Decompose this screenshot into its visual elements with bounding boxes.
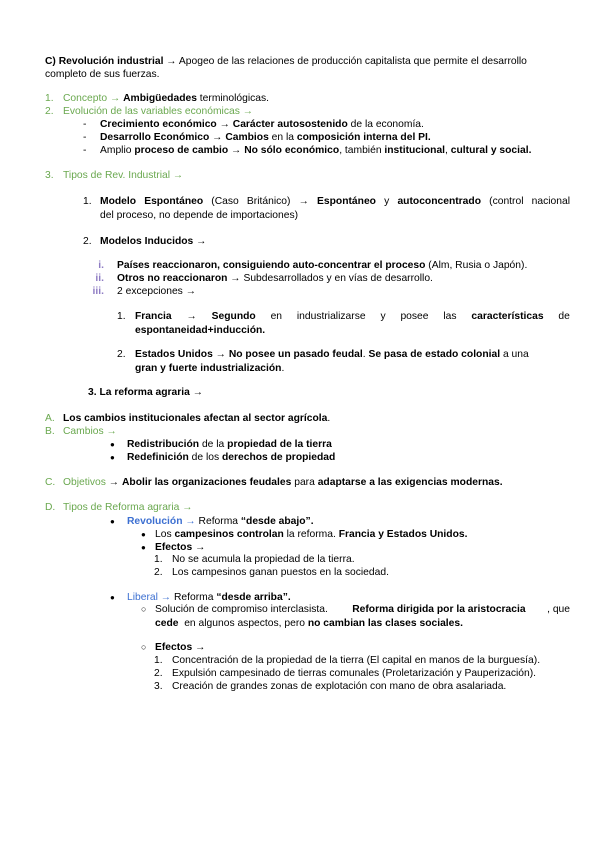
line-2: del proceso, no depende de importaciones) [100,209,299,221]
lib-bold: “desde arriba”. [216,592,291,603]
arrow: → [189,387,204,398]
arrow: → [192,642,206,653]
a-bold: Los cambios institucionales afectan al sector agrícola [63,413,328,424]
francia-bold-2: Segundo [211,311,256,322]
letter: D. [45,502,56,513]
m1-bold: Modelo Espontáneo [100,196,204,207]
eeuu-bold-3: Se pasa de estado colonial [368,349,501,360]
list-number: 1. [154,655,163,666]
rev-s1 [155,529,467,542]
arrow: → [105,477,122,488]
list-item [141,542,206,555]
bullet-icon: ● [110,517,115,526]
lib-s1-bold-3: no cambian las clases sociales. [307,617,463,629]
tipos-label: Tipos de Rev. Industrial [63,170,171,181]
arrow: → [239,106,254,117]
eeuu-line-2 [135,363,575,376]
bullet-icon: ● [141,543,146,552]
francia-bold-4: espontaneidad+inducción. [135,324,266,336]
eeuu-bold: Estados Unidos [135,349,213,360]
list-item [141,642,206,655]
reforma-heading [88,387,203,400]
word: posee [400,311,429,322]
rev-s1-part-2: la reforma. [283,529,339,540]
roman-text [117,273,433,286]
arrow: → [182,516,196,527]
list-number: 1. [154,554,163,565]
lib-text [127,592,291,605]
concepto-label: Concepto [63,93,108,104]
roman-rest: 2 excepciones → [117,286,196,297]
concepto-line [63,93,269,106]
revolucion-item [110,516,314,529]
rev-efectos: Efectos [155,542,193,553]
eeuu-end: . [281,362,285,374]
c-part: para [291,477,318,488]
eeuu-part: . [362,349,369,360]
eeuu-bold-2: No posee un pasado feudal [228,349,363,360]
item-bold: Desarrollo Económico [100,132,210,143]
list-item [83,132,431,145]
arrow: → [212,349,229,360]
arrow: → [192,542,206,553]
eeuu-line-1 [135,349,575,362]
item-text [100,132,431,145]
m1-bold-2: Espontáneo [317,196,376,207]
eeuu-item [117,349,126,362]
list-number: 3. [154,681,163,692]
line-1 [100,196,570,209]
lib-s1-bold-2: cede [155,617,179,629]
eeuu-bold-4: gran y fuerte industrialización [135,362,282,374]
list-item [110,439,332,452]
arrow: → [170,170,184,181]
letter: B. [45,426,55,437]
list-number: 2. [154,668,163,679]
list-item [154,655,541,668]
c-bold-2: adaptarse a las exigencias modernas. [317,477,503,488]
tipos-item [45,170,184,183]
item-part: Amplio [100,145,135,156]
m1-part: (Caso Británico) → [203,196,318,207]
c-label: Objetivos [63,477,106,488]
b-bold-2: propiedad de la tierra [227,439,332,450]
rev-part: Reforma [195,516,241,527]
m1-part-3: (control nacional [480,196,570,207]
lib-part: Reforma [171,592,217,603]
list-item [83,119,424,132]
list-number: 2. [83,236,92,247]
roman-number: i. [98,260,104,271]
c-text [63,477,503,490]
item-bold-4: cultural y social. [450,145,532,156]
lib-efectos: Efectos [155,642,193,653]
item-c [45,477,503,490]
roman-number: ii. [95,273,104,284]
francia-line-1 [135,311,570,324]
lib-s1-part: Solución de compromiso interclasista. [155,604,331,615]
lib-s2 [155,642,205,655]
a-end: . [327,413,331,424]
evolucion-line [63,106,253,119]
letter: A. [45,413,55,424]
rev-label: Revolución [127,516,183,527]
efecto-text: Concentración de la propiedad de la tierra (El capital en manos de la burguesía). [172,655,541,666]
lib-s1-part-2: , que [547,604,570,615]
b-bold: Redefinición [127,452,189,463]
roman-text [117,260,527,273]
list-item [154,681,507,694]
item-bold-3: composición interna del PI. [296,132,431,143]
efecto-text: Expulsión campesinado de tierras comunales (Proletarización y Pauperización). [172,668,537,679]
list-item [141,604,146,617]
efecto-text: No se acumula la propiedad de la tierra. [172,554,355,565]
efecto-text: Creación de grandes zonas de explotación con mano de obra asalariada. [172,681,507,692]
lib-s1-part-3: en algunos aspectos, pero [178,617,308,629]
circle-bullet-icon: ○ [141,604,147,614]
item-bold-2: → Carácter autosostenido [216,119,348,130]
lib-s1-line-2 [155,618,570,631]
b-bold: Redistribución [127,439,200,450]
word: y [380,311,386,322]
evolucion-label: Evolución de las variables económicas [63,106,240,117]
eeuu-part-2: a una [500,349,529,360]
arrow: → [157,592,172,603]
rev-bold: “desde abajo”. [240,516,314,527]
liberal-item [110,592,291,605]
list-item [110,452,336,465]
item-bold-3: institucional [384,145,446,156]
item-rest: en la [268,132,297,143]
dash-bullet: - [83,132,87,143]
rev-text [127,516,314,529]
c-bold: Abolir las organizaciones feudales [121,477,292,488]
tipos-line [63,170,183,183]
word: de [558,311,570,322]
item-b [45,426,117,439]
arrow: → [103,426,117,437]
list-number: 1. [45,93,54,104]
b-part: de la [199,439,228,450]
concepto-rest: terminológicas. [196,93,270,104]
bullet-icon: ● [110,440,115,449]
list-number: 1. [117,311,126,322]
roman-bold: Países reaccionaron, consiguiendo auto-concentrar el proceso [117,260,426,271]
rev-s1-bold: campesinos controlan [174,529,284,540]
item-bold-2: → Cambios [209,132,269,143]
b-line [63,426,117,439]
reforma-title: 3. La reforma agraria [88,387,190,398]
francia-text [135,311,570,338]
b-item-text [127,452,335,465]
item-text [100,119,424,132]
modelo-espontaneo-text [100,196,570,223]
arrow: → [193,236,207,247]
rev-s1-part: Los [155,529,175,540]
section-header [45,56,527,69]
lib-s1-bold: Reforma dirigida por la aristocracia [352,604,526,615]
roman-text [117,286,196,299]
list-item [154,567,389,580]
m2-bold: Modelos Inducidos [100,236,194,247]
roman-rest: (Alm, Rusia o Japón). [425,260,528,271]
b-bold-2: derechos de propiedad [222,452,336,463]
item-bold: Crecimiento económico [100,119,217,130]
roman-bold: Otros no reaccionaron [117,273,228,284]
b-part: de los [188,452,222,463]
list-number: 1. [83,196,92,207]
item-bold: proceso de cambio [134,145,229,156]
word: en [270,311,283,322]
arrow: → [163,56,179,67]
bullet-icon: ● [110,453,115,462]
francia-bold-3: características [471,311,544,322]
arrow: → [107,93,124,104]
item-bold-2: → No sólo económico [228,145,340,156]
concepto-bold: Ambigüedades [123,93,197,104]
list-item [154,554,355,567]
m2-line [100,236,206,249]
list-number: 2. [154,567,163,578]
rev-s2 [155,542,205,555]
list-item [141,529,468,542]
header-text-2 [45,69,159,82]
word: industrializarse [296,311,366,322]
lib-s1 [155,604,570,631]
word: las [443,311,457,322]
eeuu-text [135,349,575,376]
bullet-icon: ● [110,593,115,602]
francia-line-2 [135,325,570,338]
francia-bold: Francia [135,311,172,322]
item-d [45,502,193,515]
circle-bullet-icon: ○ [141,642,147,652]
d-line [63,502,193,515]
dash-bullet: - [83,145,87,156]
d-label: Tipos de Reforma agraria [63,502,180,513]
evolucion-item [45,106,254,119]
m1-bold-3: autoconcentrado [397,196,481,207]
rev-s1-bold-2: Francia y Estados Unidos. [338,529,468,540]
header-text-cont: completo de sus fuerzas. [45,69,160,80]
modelos-inducidos [83,236,207,249]
item-a [45,413,331,426]
modelo-espontaneo [83,196,92,209]
b-item-text [127,439,332,452]
list-number: 2. [117,349,126,360]
arrow: → [186,311,197,322]
lib-label: Liberal [127,592,158,603]
concepto-item [45,93,270,106]
list-number: 2. [45,106,54,117]
list-item [83,145,532,158]
item-rest: de la economía. [347,119,424,130]
list-number: 3. [45,170,54,181]
bullet-icon: ● [141,530,146,539]
item-part-3: , [445,145,451,156]
roman-rest: → Subdesarrollados y en vías de desarrollo. [227,273,433,284]
b-label: Cambios [63,426,104,437]
arrow: → [179,502,193,513]
francia-item [117,311,126,324]
dash-bullet: - [83,119,87,130]
a-text [63,413,330,426]
item-part-2: , también [339,145,385,156]
header-text: Apogeo de las relaciones de producción capitalista que permite el desarrollo [178,56,527,67]
item-text [100,145,531,158]
efecto-text: Los campesinos ganan puestos en la sociedad. [172,567,389,578]
list-item [154,668,537,681]
letter: C. [45,477,56,488]
section-title: C) Revolución industrial [45,56,164,67]
m1-part-2: y [375,196,398,207]
roman-number: iii. [92,286,104,297]
lib-s1-line-1 [155,604,570,617]
